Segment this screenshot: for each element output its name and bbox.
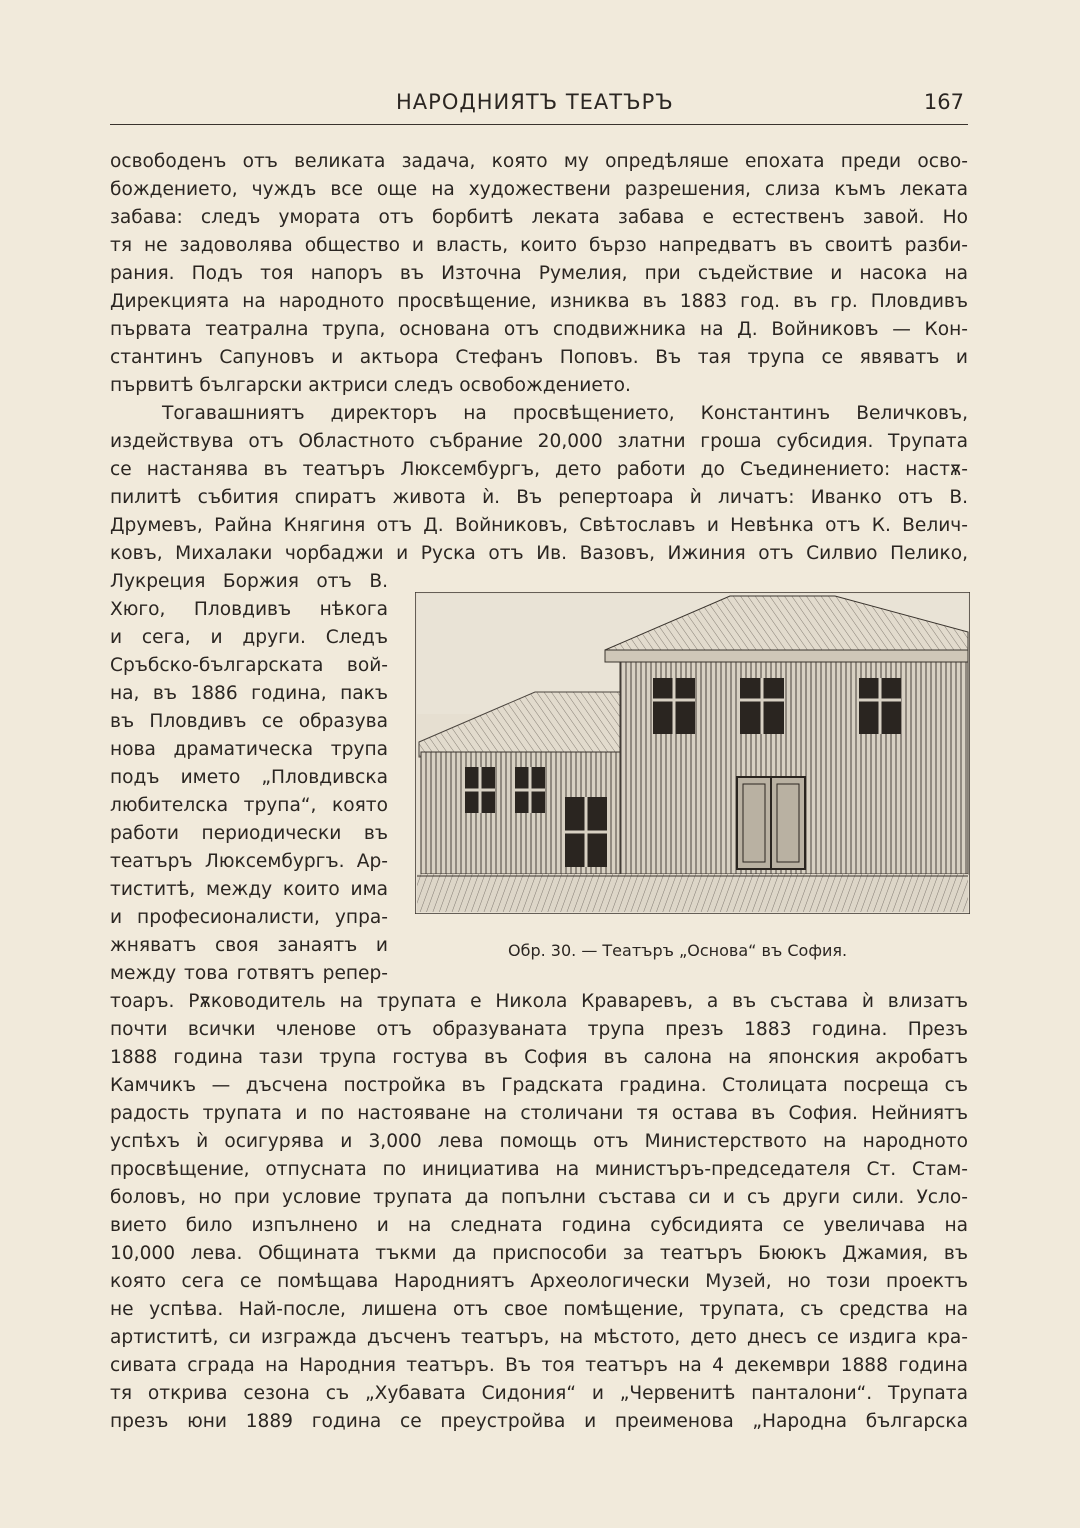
text-line: първитѣ български актриси следъ освобождението. — [110, 375, 631, 396]
text-line: почти всички членове отъ образуваната трупа презъ 1883 година. Презъ — [110, 1019, 968, 1040]
text-line: Сръбско-българската вой- — [110, 655, 388, 676]
text-line: сивата сграда на Народния театъръ. Въ тоя театъръ на 4 декември 1888 година — [110, 1355, 968, 1376]
text-line: Хюго, Пловдивъ нѣкога — [110, 599, 388, 620]
text-line: на, въ 1886 година, пакъ — [110, 683, 388, 704]
figure-caption: Обр. 30. — Театъръ „Основа“ въ София. — [508, 941, 848, 960]
text-line: просвѣщение, отпусната по инициатива на министъръ-председателя Ст. Стам- — [110, 1159, 968, 1180]
text-line: тя не задоволява общество и власть, които бързо напредватъ въ своитѣ разби- — [110, 235, 968, 256]
text-line: 1888 година тази трупа гостува въ София въ салона на японския акробатъ — [110, 1047, 968, 1068]
text-line: между това готвятъ репер- — [110, 963, 388, 984]
text-line: боловъ, но при условие трупата да попълни състава си и съ други сили. Усло- — [110, 1187, 968, 1208]
text-line: любителска трупа“, която — [110, 795, 388, 816]
text-line: въ Пловдивъ се образува — [110, 711, 388, 732]
text-line: подъ името „Пловдивска — [110, 767, 388, 788]
text-line: и професионалисти, упра- — [110, 907, 388, 928]
running-title: НАРОДНИЯТЪ ТЕАТЪРЪ — [396, 90, 674, 114]
text-line: Лукреция Боржия отъ В. — [110, 571, 388, 592]
text-line: тиститѣ, между които има — [110, 879, 388, 900]
text-line: тоаръ. Рѫководитель на трупата е Никола Краваревъ, а въ състава ѝ влизатъ — [110, 991, 968, 1012]
text-line: ковъ, Михалаки чорбаджи и Руска отъ Ив. Вазовъ, Ижиния отъ Силвио Пелико, — [110, 543, 968, 564]
text-line: Камчикъ — дъсчена постройка въ Градската градина. Столицата посреща съ — [110, 1075, 968, 1096]
text-line: се настанява въ театъръ Люксембургъ, дето работи до Съединението: настѫ- — [110, 459, 968, 480]
text-line: бождението, чуждъ все още на художествени разрешения, слиза къмъ леката — [110, 179, 968, 200]
text-line: театъръ Люксембургъ. Ар- — [110, 851, 388, 872]
text-line: и сега, и други. Следъ — [110, 627, 388, 648]
text-line: жняватъ своя занаятъ и — [110, 935, 388, 956]
text-line: Дирекцията на народното просвѣщение, изниква въ 1883 год. въ гр. Пловдивъ — [110, 291, 968, 312]
text-line: Тогавашниятъ директоръ на просвѣщението, Константинъ Величковъ, — [162, 403, 968, 424]
text-line: пилитѣ събития спиратъ живота ѝ. Въ репертоара ѝ личатъ: Иванко отъ В. — [110, 487, 968, 508]
text-line: освободенъ отъ великата задача, която му опредѣляше епохата преди осво- — [110, 151, 968, 172]
text-line: която сега се помѣщава Народниятъ Археологически Музей, но този проектъ — [110, 1271, 968, 1292]
text-line: вието било изпълнено и на следната година субсидията се увеличава на — [110, 1215, 968, 1236]
text-line: радость трупата и по настояване на столичани тя остава въ София. Нейниятъ — [110, 1103, 968, 1124]
text-line: нова драматическа трупа — [110, 739, 388, 760]
page-header — [110, 88, 968, 124]
text-line: работи периодически въ — [110, 823, 388, 844]
text-line: не успѣва. Най-после, лишена отъ свое помѣщение, трупата, съ средства на — [110, 1299, 968, 1320]
text-line: презъ юни 1889 година се преустройва и преименова „Народна българска — [110, 1411, 968, 1432]
text-line: 10,000 лева. Общината тъкми да приспособи за театъръ Бююкъ Джамия, въ — [110, 1243, 968, 1264]
text-line: тя открива сезона съ „Хубавата Сидония“ и „Червенитѣ панталони“. Трупата — [110, 1383, 968, 1404]
text-line: успѣхъ ѝ осигурява и 3,000 лева помощь отъ Министерството на народното — [110, 1131, 968, 1152]
text-line: артиститѣ, си изгражда дъсченъ театъръ, на мѣстото, дето днесъ се издига кра- — [110, 1327, 968, 1348]
header-rule — [110, 124, 968, 125]
text-line: издействува отъ Областното събрание 20,000 златни гроша субсидия. Трупата — [110, 431, 968, 452]
theatre-building-illustration — [415, 592, 970, 914]
text-line: първата театрална трупа, основана отъ сподвижника на Д. Войниковъ — Кон- — [110, 319, 968, 340]
text-line: забава: следъ умората отъ борбитѣ леката забава е естественъ завой. Но — [110, 207, 968, 228]
text-line: рания. Подъ тоя напоръ въ Източна Румелия, при съдействие и насока на — [110, 263, 968, 284]
page-number: 167 — [923, 90, 964, 114]
text-line: стантинъ Сапуновъ и актьора Стефанъ Поповъ. Въ тая трупа се явяватъ и — [110, 347, 968, 368]
text-line: Друмевъ, Райна Княгиня отъ Д. Войниковъ, Свѣтославъ и Невѣнка отъ К. Велич- — [110, 515, 968, 536]
